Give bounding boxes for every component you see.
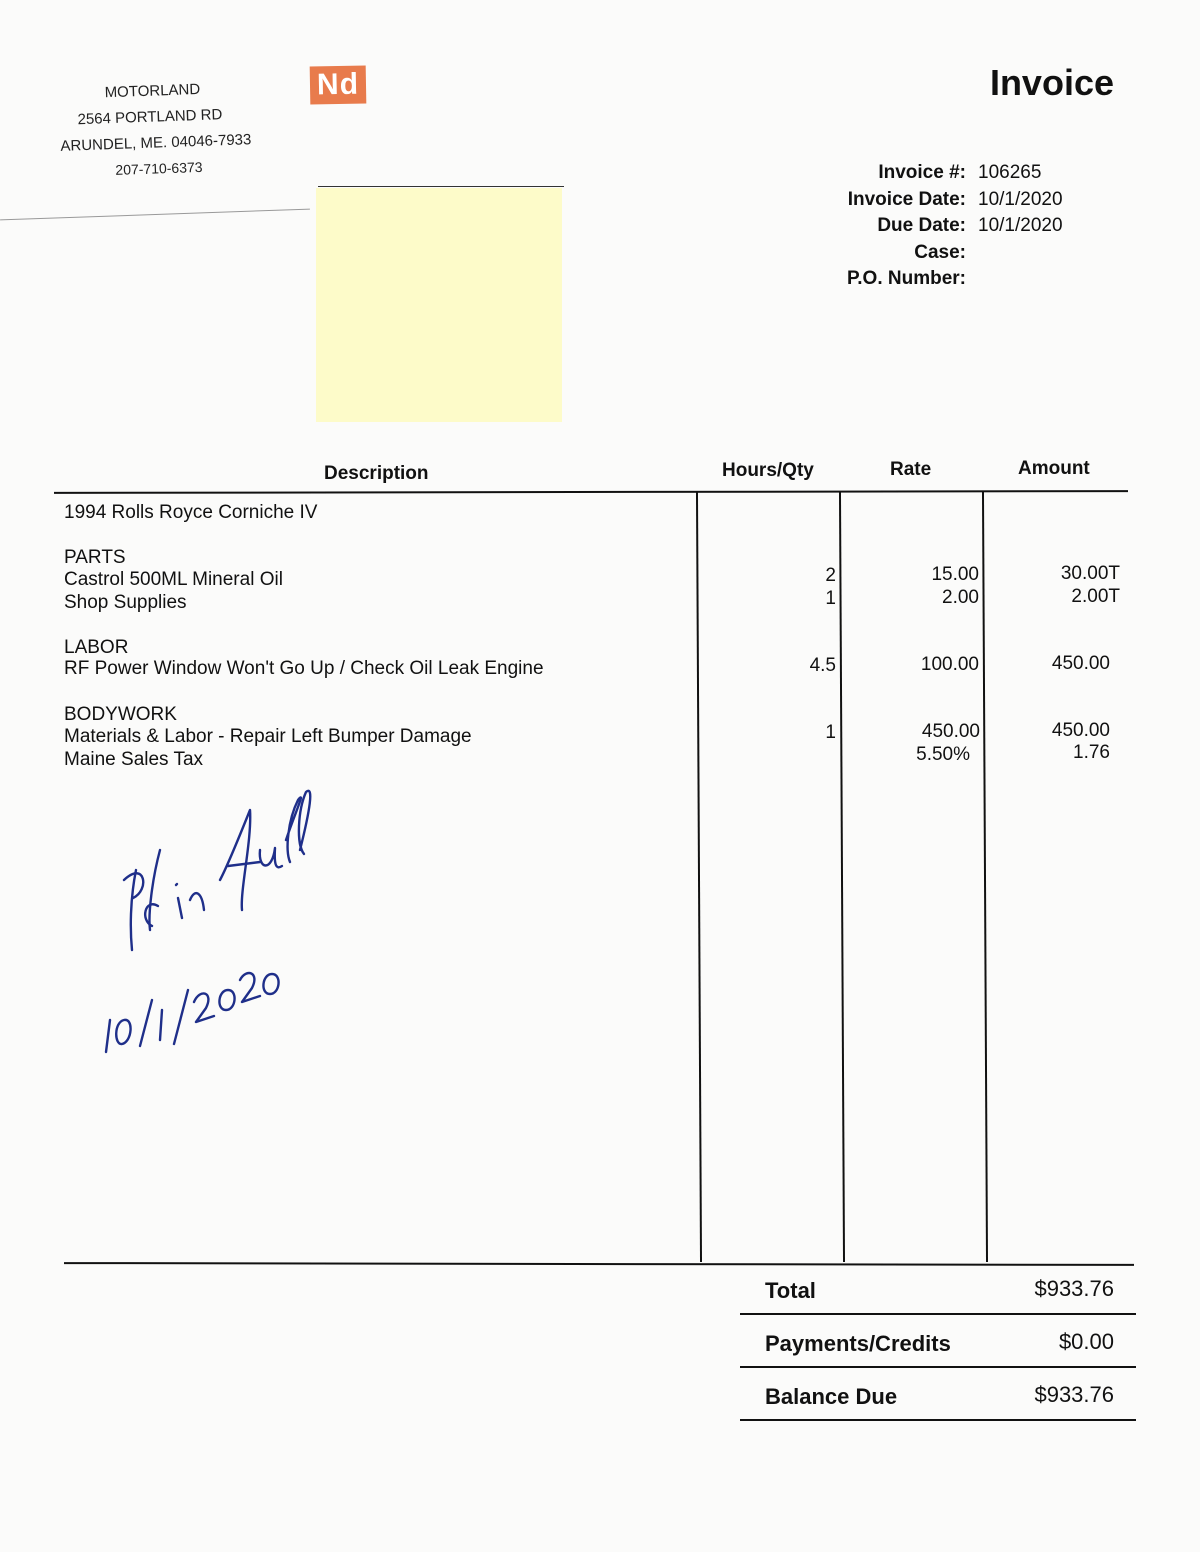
shop-name: MOTORLAND bbox=[104, 80, 201, 102]
payments-credits-amount: $0.00 bbox=[1058, 1329, 1114, 1354]
line-item-description: Maine Sales Tax bbox=[64, 749, 204, 770]
invoice-number-row bbox=[800, 160, 1120, 187]
line-item-rate: 15.00 bbox=[931, 564, 979, 585]
column-divider-1 bbox=[696, 492, 702, 1262]
line-item-amount: 450.00 bbox=[1051, 653, 1110, 674]
handwritten-note-text bbox=[120, 880, 124, 881]
po-number-label: P.O. Number: bbox=[847, 268, 966, 290]
header-qty: Hours/Qty bbox=[722, 460, 814, 481]
scan-edge-line bbox=[0, 209, 310, 221]
case-row bbox=[800, 240, 1120, 267]
line-item-rate: 100.00 bbox=[920, 654, 979, 675]
line-item-qty: 1 bbox=[825, 722, 836, 743]
shop-logo: Nd bbox=[310, 66, 367, 105]
table-footer-rule bbox=[64, 1262, 1134, 1266]
line-item-amount: 450.00 bbox=[1051, 720, 1110, 741]
line-item-rate: 450.00 bbox=[921, 721, 980, 742]
table-header-rule bbox=[54, 490, 1128, 494]
due-date-row bbox=[800, 213, 1120, 240]
balance-due-label: Balance Due bbox=[765, 1384, 898, 1409]
payments-credits-label: Payments/Credits bbox=[765, 1331, 951, 1356]
invoice-meta bbox=[800, 160, 1120, 293]
line-item-description: Shop Supplies bbox=[64, 592, 187, 613]
line-item-qty: 2 bbox=[825, 565, 836, 586]
header-rate: Rate bbox=[890, 459, 932, 480]
invoice-number-label: Invoice #: bbox=[878, 162, 966, 184]
shop-city: ARUNDEL, ME. 04046-7933 bbox=[60, 131, 252, 155]
po-number-row bbox=[800, 266, 1120, 293]
case-label: Case: bbox=[914, 241, 966, 263]
vehicle-description: 1994 Rolls Royce Corniche IV bbox=[64, 502, 318, 523]
header-amount: Amount bbox=[1018, 458, 1090, 479]
total-amount: $933.76 bbox=[1034, 1276, 1114, 1301]
sticky-note-edge bbox=[318, 186, 564, 187]
line-item-qty: 4.5 bbox=[809, 655, 836, 676]
shop-street: 2564 PORTLAND RD bbox=[77, 106, 223, 129]
line-item-amount: 2.00T bbox=[1071, 586, 1120, 607]
invoice-date-value: 10/1/2020 bbox=[978, 188, 1063, 210]
invoice-date-label: Invoice Date: bbox=[847, 188, 966, 210]
invoice-number-value: 106265 bbox=[978, 162, 1042, 184]
shop-address-stamp bbox=[58, 76, 281, 184]
shop-phone: 207-710-6373 bbox=[115, 158, 203, 178]
due-date-value: 10/1/2020 bbox=[978, 215, 1063, 237]
handwritten-date bbox=[96, 950, 286, 1060]
line-item-qty: 1 bbox=[825, 588, 836, 609]
line-item-amount: 30.00T bbox=[1060, 563, 1120, 584]
line-item-description: Castrol 500ML Mineral Oil bbox=[64, 569, 283, 590]
invoice-title: Invoice bbox=[989, 62, 1114, 103]
handwritten-date-text bbox=[120, 1000, 124, 1001]
due-date-label: Due Date: bbox=[877, 215, 966, 237]
totals-rule-1 bbox=[740, 1313, 1136, 1315]
line-item-rate: 2.00 bbox=[942, 587, 979, 608]
line-item-amount: 1.76 bbox=[1073, 742, 1110, 763]
balance-due-amount: $933.76 bbox=[1034, 1382, 1114, 1407]
section-heading-parts: PARTS bbox=[64, 547, 126, 568]
column-divider-3 bbox=[982, 492, 988, 1262]
column-divider-2 bbox=[839, 492, 845, 1262]
sticky-note-redaction bbox=[316, 188, 562, 422]
line-item-description: RF Power Window Won't Go Up / Check Oil Leak Engine bbox=[64, 658, 544, 679]
section-heading-bodywork: BODYWORK bbox=[64, 704, 177, 725]
line-item-rate: 5.50% bbox=[916, 744, 970, 765]
totals-rule-2 bbox=[740, 1366, 1136, 1368]
totals-rule-3 bbox=[740, 1419, 1136, 1421]
invoice-date-row bbox=[800, 187, 1120, 214]
handwritten-paid-in-full bbox=[100, 780, 340, 970]
section-heading-labor: LABOR bbox=[64, 637, 129, 658]
header-description: Description bbox=[324, 463, 429, 484]
total-label: Total bbox=[765, 1278, 816, 1303]
line-item-description: Materials & Labor - Repair Left Bumper Damage bbox=[64, 726, 472, 747]
